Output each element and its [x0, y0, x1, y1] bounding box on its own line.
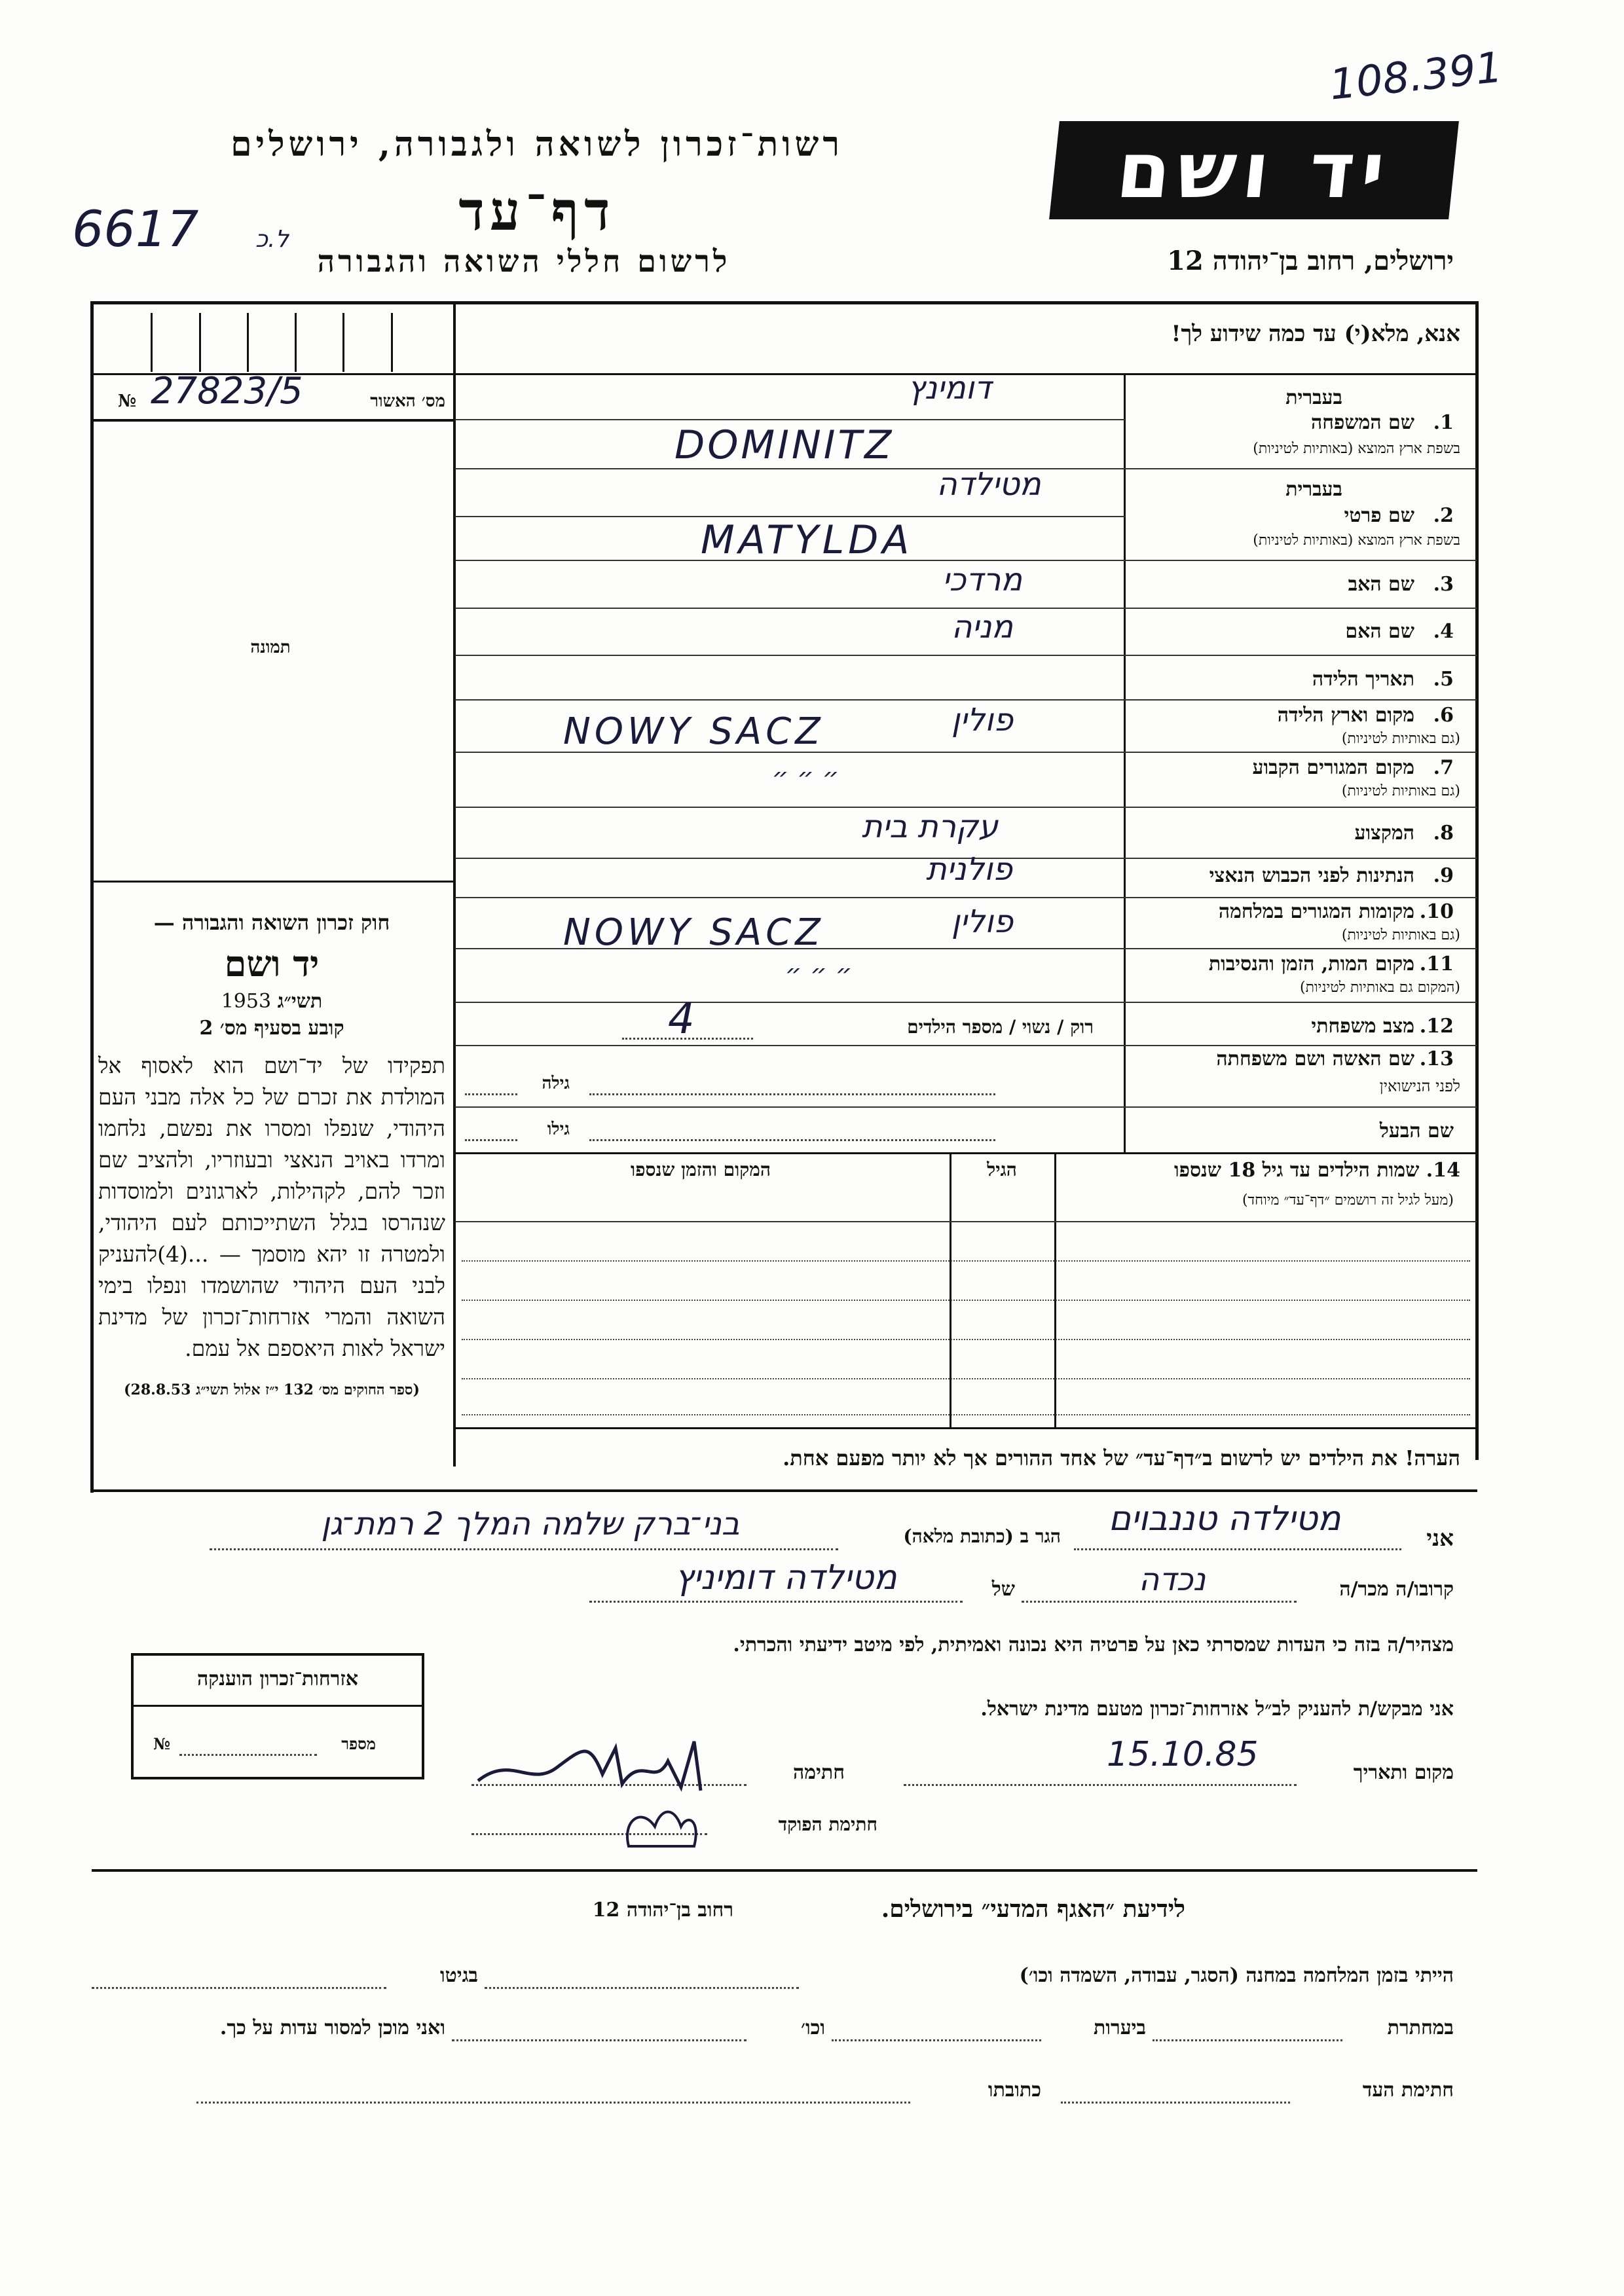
- field-5-label: תאריך הלידה: [1312, 668, 1414, 691]
- decl-request: אני מבקש/ת להעניק לב״ל אזרחות־זכרון מטעם מדינת ישראל.: [980, 1698, 1454, 1721]
- applicant-signature: [471, 1728, 733, 1800]
- field-10-label: מקומות המגורים במלחמה: [1218, 900, 1414, 923]
- field-13-sub: לפני הנישואין: [1379, 1077, 1460, 1095]
- decl-place-date-label: מקום ותאריך: [1353, 1761, 1454, 1784]
- footer-ghetto-label: בגיטו: [439, 1964, 478, 1987]
- field-3-number: 3.: [1433, 573, 1454, 596]
- field-2-value-latin: MATYLDA: [701, 517, 913, 563]
- photo-area: [94, 422, 453, 880]
- husband-label: שם הבעל: [1379, 1120, 1454, 1142]
- field-2-sub: בשפת ארץ המוצא (באותיות לטיניות): [1253, 532, 1460, 549]
- footer-title: לידיעת ״האגף המדעי״ בירושלים.: [881, 1895, 1185, 1923]
- authority-name: רשות־זכרון לשואה ולגבורה, ירושלים: [231, 124, 843, 164]
- field-2-value-hebrew: מטילדה: [936, 466, 1041, 503]
- field-13-number: 13.: [1419, 1048, 1454, 1070]
- field-11-sub: (המקום גם באותיות לטיניות): [1300, 979, 1460, 996]
- citizenship-number-label: מספר: [341, 1734, 376, 1753]
- field-12-children-count: 4: [668, 995, 695, 1044]
- field-11-label: מקום המות, הזמן והנסיבות: [1208, 953, 1414, 975]
- law-box: [98, 910, 445, 1519]
- law-section: קובע בסעיף מס׳ 2: [199, 1017, 344, 1040]
- footer-witness-label: חתימת העד: [1362, 2079, 1454, 2102]
- footer-forests-label: ביערות: [1093, 2016, 1146, 2039]
- law-citation: (ספר החוקים מס׳ 132 י״ז אלול תשי״ג 28.8.53): [124, 1381, 420, 1398]
- registration-number-value: 27823/5: [151, 370, 303, 412]
- law-text: תפקידו של יד־ושם הוא לאסוף אל המולדת את זכרם של כל אלה מבני העם היהודי, שנפלו ומסרו את נפשם, נלחמו ומרדו באויב הנאצי ובעוזריו, ולהציב שם וזכר להם, לקהילות, לארגונים ולמוסדות שנהרסו בגלל השתייכותם לעם היהודי, ולמטרה זו יהא מוסמך — ...(4)להעניק לבני העם היהודי שהושמדו ונפלו בימי השואה והמרי אזרחות־זכרון של מדינת ישראל לאות היאספם אל עמם.: [98, 1053, 445, 1361]
- field-5-number: 5.: [1433, 668, 1454, 691]
- field-10-sub: (גם באותיות לטיניות): [1341, 927, 1460, 943]
- footer-address-label: כתובתו: [987, 2079, 1041, 2102]
- officer-signature-label: חתימת הפוקד: [778, 1813, 877, 1835]
- field-1-value-hebrew: דומינץ: [908, 370, 991, 407]
- decl-of-label: של: [991, 1578, 1015, 1601]
- decl-statement: מצהיר/ה בזה כי העדות שמסרתי כאן על פרטיה היא נכונה ואמיתית, לפי מיטב ידיעתי והכרתי.: [733, 1633, 1454, 1656]
- footer-address: רחוב בן־יהודה 12: [592, 1899, 733, 1922]
- field-2-number: 2.: [1433, 504, 1454, 527]
- header-address: ירושלים, רחוב בן־יהודה 12: [1167, 246, 1454, 276]
- field-11-number: 11.: [1419, 953, 1454, 975]
- decl-i-value: מטילדה טננבוים: [1108, 1499, 1341, 1539]
- field-8-value: עקרת בית: [861, 809, 999, 845]
- field-3-value: מרדכי: [942, 562, 1022, 598]
- field-9-label: הנתינות לפני הכבוש הנאצי: [1209, 864, 1414, 887]
- citizenship-box: [131, 1653, 424, 1779]
- field-12-label: מצב משפחתי: [1311, 1015, 1414, 1038]
- registration-digit-boxes: [105, 313, 439, 372]
- field-10-value-latin: NOWY SACZ: [563, 911, 824, 954]
- field-3-label: שם האב: [1348, 573, 1414, 596]
- field-10-value-hebrew: פולין: [951, 903, 1014, 940]
- handwritten-mark: ל.כ: [255, 226, 289, 253]
- handwritten-file-number: 6617: [72, 200, 199, 258]
- footer-partisans-label: במחתרת: [1387, 2016, 1454, 2039]
- footer-line1: הייתי בזמן המלחמה במחנה (הסגר, עבודה, השמדה וכו׳): [1019, 1964, 1454, 1987]
- field-6-label: מקום וארץ הלידה: [1277, 704, 1414, 727]
- field-9-value: פולנית: [926, 851, 1012, 888]
- form-title: דף־עד: [458, 180, 616, 243]
- field-6-value-hebrew: פולין: [951, 702, 1014, 738]
- field-12-number: 12.: [1419, 1015, 1454, 1038]
- registration-label: מס׳ האשור: [370, 392, 445, 411]
- law-year: 1953: [221, 990, 272, 1013]
- children-sub: (מעל לגיל זה רושמים ״דף־עד״ מיוחד): [1242, 1192, 1454, 1209]
- field-13-label: שם האשה ושם משפחתה: [1216, 1048, 1414, 1070]
- instructions: אנא, מלא(י) עד כמה שידוע לך!: [1171, 321, 1460, 347]
- field-9-number: 9.: [1433, 864, 1454, 887]
- field-13-age-label: גילה: [542, 1074, 570, 1093]
- officer-signature: [616, 1794, 707, 1853]
- field-1-number: 1.: [1433, 411, 1454, 434]
- field-6-value-latin: NOWY SACZ: [563, 710, 824, 753]
- field-8-number: 8.: [1433, 822, 1454, 845]
- footer-etc-label: וכו׳: [801, 2016, 825, 2039]
- logo-text: יד ושם: [1113, 125, 1395, 215]
- field-7-number: 7.: [1433, 756, 1454, 779]
- citizenship-box-title: אזרחות־זכרון הוענקה: [196, 1667, 359, 1690]
- decl-of-value: מטילדה דומיניץ: [674, 1558, 897, 1597]
- decl-signature-label: חתימה: [793, 1761, 845, 1784]
- form-subtitle: לרשום חללי השואה והגבורה: [317, 244, 731, 279]
- field-7-label: מקום המגורים הקבוע: [1252, 756, 1414, 779]
- note: הערה! את הילדים יש לרשום ב״דף־עד״ של אחד ההורים אך לא יותר מפעם אחת.: [783, 1446, 1460, 1470]
- field-1-sub: בשפת ארץ המוצא (באותיות לטיניות): [1253, 441, 1460, 457]
- photo-label: תמונה: [250, 638, 291, 657]
- registration-number-prefix: №: [118, 392, 137, 411]
- decl-i-label: אני: [1426, 1525, 1454, 1552]
- field-10-number: 10.: [1419, 900, 1454, 923]
- law-title: חוק זכרון השואה והגבורה —: [153, 910, 390, 935]
- decl-place-date-value: 15.10.85: [1107, 1735, 1259, 1774]
- husband-age-label: גילו: [547, 1120, 570, 1139]
- field-1-label: שם המשפחה: [1310, 411, 1414, 434]
- field-4-label: שם האם: [1345, 620, 1414, 643]
- yad-vashem-logo: [1049, 121, 1459, 219]
- field-6-sub: (גם באותיות לטיניות): [1341, 731, 1460, 747]
- field-11-value: ״ ״ ״: [784, 959, 853, 989]
- footer-ready-text: ואני מוכן למסור עדות על כך.: [219, 2016, 445, 2039]
- field-1-value-latin: DOMINITZ: [674, 422, 895, 468]
- law-year-hebrew: תשי״ג: [277, 990, 323, 1013]
- children-age-header: הגיל: [987, 1159, 1017, 1180]
- citizenship-number-prefix: №: [153, 1734, 171, 1753]
- children-label: 14. שמות הילדים עד גיל 18 שנספו: [1173, 1159, 1460, 1182]
- field-7-value: ״ ״ ״: [771, 763, 840, 793]
- decl-address-value: בני־ברק שלמה המלך 2 רמת־גן: [321, 1506, 740, 1542]
- field-12-options: רוק / נשוי / מספר הילדים: [907, 1016, 1094, 1038]
- field-8-label: המקצוע: [1354, 822, 1414, 845]
- field-6-number: 6.: [1433, 704, 1454, 727]
- children-place-header: המקום והזמן שנספו: [631, 1159, 771, 1180]
- field-4-number: 4.: [1433, 620, 1454, 643]
- archive-number: 108.391: [1327, 43, 1505, 110]
- decl-residing-label: הגר ב (כתובת מלאה): [903, 1525, 1061, 1547]
- field-2-label: שם פרטי: [1344, 504, 1414, 527]
- field-4-value: מניה: [951, 609, 1013, 646]
- field-7-sub: (גם באותיות לטיניות): [1341, 783, 1460, 799]
- field-2-hebrew-tag: בעברית: [1285, 478, 1342, 501]
- decl-relation-label: קרובו/ה מכר/ה: [1339, 1578, 1454, 1601]
- decl-relation-value: נכדה: [1138, 1561, 1206, 1598]
- law-name: יד ושם: [224, 943, 320, 985]
- field-1-hebrew-tag: בעברית: [1285, 386, 1342, 409]
